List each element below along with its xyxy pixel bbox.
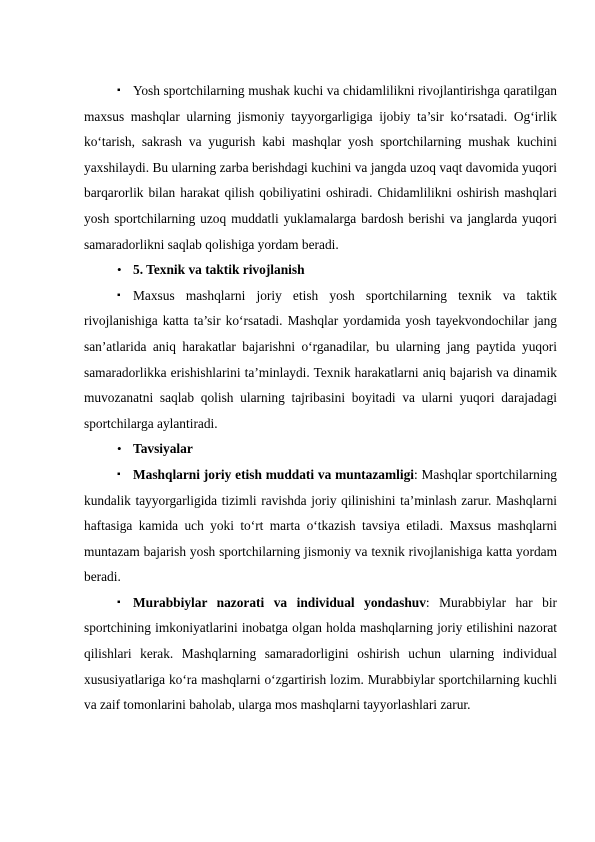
paragraph-coach-supervision [84, 590, 557, 718]
section-heading-text: 5. Texnik va taktik rivojlanish [133, 262, 305, 278]
square-bullet-icon: ▪ [117, 596, 121, 608]
square-bullet-icon: ▪ [117, 468, 121, 480]
section-heading-text: Tavsiyalar [133, 441, 193, 457]
paragraph-strength-endurance [84, 78, 557, 257]
paragraph-technical-development [84, 283, 557, 437]
paragraph-text: Yosh sportchilarning mushak kuchi va chidamlilikni rivojlantirishga qaratilgan maxsus mashqlar ularning jismoniy tayyorgarligiga ijobiy ta’sir ko‘rsatadi. Og‘irlik ko‘tarish, sakrash va yugurish kabi mashqlar yosh sportchilarning mushak kuchini yaxshilaydi. Bu ularning zarba berishdagi kuchini va jangda uzoq vaqt davomida yuqori barqarorlik bilan harakat qilish qobiliyatini oshiradi. Chidamlilikni oshirish mashqlari yosh sportchilarning uzoq muddatli yuklamalarga bardosh berishi va janglarda yuqori samaradorlikni saqlab qolishiga yordam beradi. [84, 83, 557, 252]
section-heading-recommendations [84, 436, 557, 462]
paragraph-text: : Mashqlar sportchilarning kundalik tayyorgarligida tizimli ravishda joriy qilinishini ta’minlash zarur. Mashqlarni haftasiga kamida uch yoki to‘rt marta o‘tkazish tavsiya etiladi. Maxsus mashqlarni muntazam bajarish yosh sportchilarning jismoniy va texnik rivojlanishiga katta yordam beradi. [84, 466, 557, 585]
paragraph-lead-term: Murabbiylar nazorati va individual yondashuv [133, 594, 426, 610]
square-bullet-icon: ▪ [117, 85, 121, 96]
paragraph-timing-regularity [84, 462, 557, 590]
document-page [84, 78, 557, 718]
paragraph-text: Maxsus mashqlarni joriy etish yosh sportchilarning texnik va taktik rivojlanishiga katta ta’sir ko‘rsatadi. Mashqlar yordamida yosh tayekvondochilar jang san’atlarida aniq harakatlar bajarishni o‘rganadilar, bu ularning jang paytida yuqori samaradorlikka erishishlarini ta’minlaydi. Texnik harakatlarni aniq bajarish va dinamik muvozanatni saqlab qolish ularning tajribasini boyitadi va ularni yuqori darajadagi sportchilarga aylantiradi. [84, 287, 557, 431]
round-bullet-icon: • [117, 262, 122, 278]
paragraph-lead-term: Mashqlarni joriy etish muddati va muntazamligi [133, 466, 414, 482]
paragraph-text: : Murabbiylar har bir sportchining imkoniyatlarini inobatga olgan holda mashqlarning joriy etilishini nazorat qilishlari kerak. Mashqlarning samaradorligini oshirish uchun ularning individual xususiyatlariga ko‘ra mashqlarni o‘zgartirish lozim. Murabbiylar sportchilarning kuchli va zaif tomonlarini baholab, ularga mos mashqlarni tayyorlashlari zarur. [84, 594, 557, 713]
square-bullet-icon: ▪ [117, 289, 121, 301]
section-heading-technical-tactical [84, 257, 557, 283]
round-bullet-icon: • [117, 441, 122, 457]
